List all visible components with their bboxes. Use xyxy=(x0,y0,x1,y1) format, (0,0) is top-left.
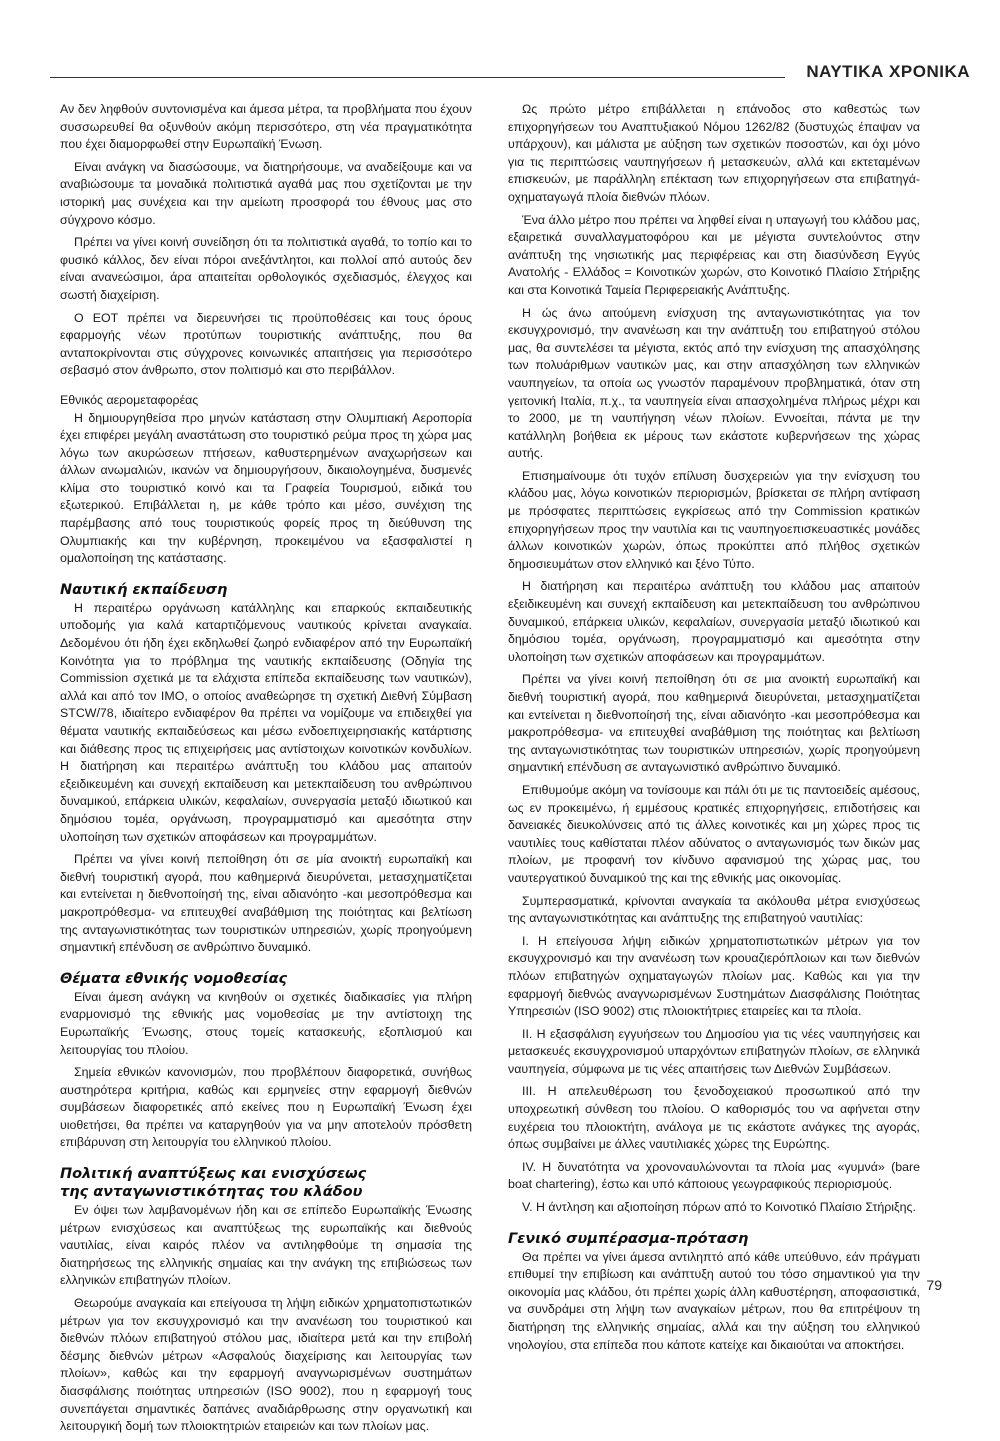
section-heading-general-conclusion: Γενικό συμπέρασμα-πρόταση xyxy=(508,1230,749,1247)
paragraph: Η διατήρηση και περαιτέρω ανάπτυξη του κλάδου μας απαιτούν εξειδικευμένη και συνεχή εκπαίδευση και μετεκπαίδευση του ανθρώπινου δυναμικού, επάρκεια υλικών, κεφαλαίων, συνεργασία μεταξύ ιδιωτικού και δημόσιου τομέα, οργάνωση, προγραμματισμό και αμεσότητα στην υλοποίηση των σχετικών αποφάσεων και προγραμμάτων. xyxy=(508,579,920,664)
paragraph: Πρέπει να γίνει κοινή συνείδηση ότι τα πολιτιστικά αγαθά, το τοπίο και το φυσικό κάλλος, δεν είναι πόροι ανεξάντλητοι, και πολλοί από αυτούς δεν είναι ανανεώσιμοι, άρα απαιτείται ορθολογικός σχεδιασμός, έλεγχος και σωστή διαχείριση. xyxy=(60,235,472,302)
page-number: 79 xyxy=(926,1277,942,1293)
paragraph: Πρέπει να γίνει κοινή πεποίθηση ότι σε μια ανοικτή ευρωπαϊκή και διεθνή τουριστική αγορά, που καθημερινά διευρύνεται, μετασχηματίζεται και εντείνεται η διεθνοποίησή της, είναι αδιανόητο -και μεσοπρόθεσμα και μακροπρόθεσμα- να επιτευχθεί αναβάθμιση της ποιότητας και βελτίωση της ανταγωνιστικότητας των τουριστικών υπηρεσιών, χωρίς προηγούμενη σημαντική επένδυση σε ανταγωνιστικό ανθρώπινο δυναμικό. xyxy=(508,672,920,775)
paragraph: Ο ΕΟΤ πρέπει να διερευνήσει τις προϋποθέσεις και τους όρους εφαρμογής νέων προτύπων τουριστικής ανάπτυξης, που θα ανταποκρίνονται στις σύγχρονες κοινωνικές απαιτήσεις για περισσότερο σεβασμό στον άνθρωπο, στον πολιτισμό και στο περιβάλλον. xyxy=(60,310,472,378)
paragraph: Είναι άμεση ανάγκη να κινηθούν οι σχετικές διαδικασίες για πλήρη εναρμονισμό της εθνικής μας νομοθεσίας με την αντίστοιχη της Ευρωπαϊκής Ένωσης, στους τομείς κατασκευής, εξοπλισμού και λειτουργίας του πλοίου. xyxy=(60,989,472,1057)
paragraph: Εν όψει των λαμβανομένων ήδη και σε επίπεδο Ευρωπαϊκής Ένωσης μέτρων ενισχύσεως και αναπτύξεως της ευρωπαϊκής και διεθνούς ναυτιλίας, είναι καιρός πλέον να αντιληφθούμε τη σημασία της διατηρήσεως της ελληνικής σημαίας και την ανάγκη της επιβιώσεως των ελληνικών επιβατηγών πλοίων. xyxy=(60,1203,472,1288)
section-heading-national-legislation: Θέματα εθνικής νομοθεσίας xyxy=(60,970,288,987)
section-heading-development-policy xyxy=(60,1165,472,1201)
magazine-title: ΝΑΥΤΙΚΑ ΧΡΟΝΙΚΑ xyxy=(806,62,970,81)
paragraph: Συμπερασματικά, κρίνονται αναγκαία τα ακόλουθα μέτρα ενισχύσεως της ανταγωνιστικότητας και ανάπτυξης της επιβατηγού ναυτιλίας: xyxy=(508,893,920,926)
paragraph: Θα πρέπει να γίνει άμεσα αντιληπτό από κάθε υπεύθυνο, εάν πράγματι επιθυμεί την επιβίωση και ανάπτυξη αυτού του τόσο σημαντικού για την οικονομία μας κλάδου, ότι πρέπει χωρίς άλλη καθυστέρηση, αποφασιστικά, να συνδράμει στη λήψη των αναγκαίων μέτρων, που θα επιτρέψουν τη διατήρηση της ελληνικής σημαίας, αλλά και την αύξηση του ελληνικού νηολογίου, στα επίπεδα που κάποτε κατείχε και δικαιούται να αποκτήσει. xyxy=(508,1249,920,1352)
measure-item-4: IV. Η δυνατότητα να χρονοναυλώνονται τα πλοία μας «γυμνά» (bare boat chartering), έστω και υπό κάποιους γεωγραφικούς περιορισμούς. xyxy=(508,1159,920,1192)
paragraph: Ένα άλλο μέτρο που πρέπει να ληφθεί είναι η υπαγωγή του κλάδου μας, εξαιρετικά συναλλαγματοφόρου και με μέγιστα συντελούντος στην ανάπτυξη της νησιωτικής μας περιφέρειας και στη διασύνδεση Εγγύς Ανατολής - Ελλάδος = Κοινοτικών χωρών, στο Κοινοτικό Πλαίσιο Στήριξης και στα Κοινοτικά Ταμεία Περιφερειακής Ανάπτυξης. xyxy=(508,212,920,297)
paragraph: Αν δεν ληφθούν συντονισμένα και άμεσα μέτρα, τα προβλήματα που έχουν συσσωρευθεί θα οξυνθούν ακόμη περισσότερο, στη νέα πραγματικότητα που έχει διαμορφωθεί στην Ευρωπαϊκή Ένωση. xyxy=(60,102,472,152)
paragraph: Πρέπει να γίνει κοινή πεποίθηση ότι σε μία ανοικτή ευρωπαϊκή και διεθνή τουριστική αγορά, που καθημερινά διευρύνεται, μετασχηματίζεται και εντείνεται η διεθνοποίησή της, είναι αδιανόητο -και μεσοπρόθεσμα και μακροπρόθεσμα- να επιτευχθεί αναβάθμιση της ποιότητας και βελτίωση της ανταγωνιστικότητας των τουριστικών υπηρεσιών, χωρίς προηγούμενη σημαντική επένδυση σε ανθρώπινο δυναμικό. xyxy=(60,852,472,955)
measure-item-1: Ι. Η επείγουσα λήψη ειδικών χρηματοπιστωτικών μέτρων για τον εκσυγχρονισμό και την ανανέωση των κρουαζιερόπλοιων και των διεθνών πλόων επιβατηγών οχηματαγωγών πλοίων μας. Καθώς και για την εφαρμογή διεθνώς αναγνωρισμένων Συστημάτων Διασφάλισης Ποιότητας Υπηρεσιών (ISO 9002) στις πλοιοκτήτριες εταιρείες και τα πλοία. xyxy=(508,933,920,1019)
left-column xyxy=(60,101,472,1441)
measure-item-3: ΙΙΙ. Η απελευθέρωση του ξενοδοχειακού προσωπικού από την υποχρεωτική σύνθεση του πλοίου. Ο καθορισμός του να αφήνεται στην ευχέρεια του πλοιοκτήτη, ανάλογα με τις εκάστοτε ανάγκες της αγοράς, όπως συμβαίνει με άλλες ναυτιλιακές χώρες της Ευρώπης. xyxy=(508,1084,920,1152)
paragraph: Επιθυμούμε ακόμη να τονίσουμε και πάλι ότι με τις παντοειδείς αμέσους, ως εν προκειμένω, ή εμμέσους κρατικές επιχορηγήσεις, επιδοτήσεις και δανειακές διευκολύνσεις από τις άλλες κοινοτικές και μη χώρες προς τις ναυτιλίες τους καθίσταται πλέον αδύνατος ο ανταγωνισμός των δικών μας πλοίων, με προφανή τον κίνδυνο αφανισμού της χώρας μας, του ναυτεργατικού δυναμικού της και της εθνικής μας οικονομίας. xyxy=(508,782,920,885)
measure-item-5: V. Η άντληση και αξιοποίηση πόρων από το Κοινοτικό Πλαίσιο Στήριξης. xyxy=(522,1200,916,1215)
section-heading-naval-education: Ναυτική εκπαίδευση xyxy=(60,581,228,598)
paragraph: Η ώς άνω αιτούμενη ενίσχυση της ανταγωνιστικότητας για τον εκσυγχρονισμό, την ανανέωση και την ανάπτυξη του επιβατηγού στόλου μας, θα συντελέσει τα μέγιστα, εκτός από την ενίσχυση της απασχόλησης των πολυάριθμων ναυτικών μας, και στην απασχόληση των ελληνικών ναυπηγείων, τα οποία ως γνωστόν παραμένουν προβληματικά, όταν στη γειτονική Ιταλία, π.χ., τα ναυπηγεία είναι απασχολημένα πλήρως μέχρι και το 2000, με τη ναυπήγηση νέων πλοίων. Εννοείται, πάντα με την κατάλληλη βοήθεια εκ μέρους των εκάστοτε κυβερνήσεων της χώρας αυτής. xyxy=(508,305,920,461)
right-column xyxy=(508,101,920,1359)
paragraph: Ως πρώτο μέτρο επιβάλλεται η επάνοδος στο καθεστώς των επιχορηγήσεων του Αναπτυξιακού Νόμου 1262/82 (δυστυχώς έπαψαν να υπάρχουν), και μάλιστα με αύξηση των σχετικών ποσοστών, και όχι μόνο για τις περιπτώσεις ναυπηγήσεων ή μετασκευών, αλλά και εκτεταμένων επισκευών, με παράλληλη επέκταση των επιχορηγήσεων στα επιβατηγά-οχηματαγωγά πλοία διεθνών πλόων. xyxy=(508,102,920,204)
heading-line-2: της ανταγωνιστικότητας του κλάδου xyxy=(60,1184,363,1201)
subheading-national-carrier: Εθνικός αερομεταφορέας xyxy=(60,392,199,407)
header-rule xyxy=(50,77,785,78)
measure-item-2: ΙΙ. Η εξασφάλιση εγγυήσεων του Δημοσίου για τις νέες ναυπηγήσεις και μετασκευές εκσυγχρονισμού υπαρχόντων επιβατηγών πλοίων, σε ελληνικά ναυπηγεία, σύμφωνα με τις νέες απαιτήσεις των Διεθνών Συμβάσεων. xyxy=(508,1026,920,1076)
paragraph: Η περαιτέρω οργάνωση κατάλληλης και επαρκούς εκπαιδευτικής υποδομής για καλά καταρτιζόμενους ναυτικούς κρίνεται αναγκαία. Δεδομένου ότι ήδη έχει εκδηλωθεί ζωηρό ενδιαφέρον από την Ευρωπαϊκή Κοινότητα για το πρόβλημα της ναυτικής εκπαίδευσης (Οδηγία της Commission σχετικά με τα ελάχιστα επίπεδα εκπαίδευσης των ναυτικών), αλλά και από τον ΙΜΟ, ο οποίος αναθεώρησε τη σχετική Διεθνή Σύμβαση STCW/78, ιδιαίτερο ενδιαφέρον θα πρέπει να νομίζουμε να επιδειχθεί για θέματα ναυτικής εκπαιδεύσεως και μέσω ενδοεπιχειρησιακής κατάρτισης και διάθεσης προς τις επιχειρήσεις μας αντίστοιχων κοινοτικών κονδυλίων. Η διατήρηση και περαιτέρω ανάπτυξη του κλάδου μας απαιτούν εξειδικευμένη και συνεχή εκπαίδευση και μετεκπαίδευση του ανθρώπινου δυναμικού, επάρκεια υλικών, κεφαλαίων, συνεργασία μεταξύ ιδιωτικού και δημόσιου τομέα, οργάνωση, προγραμματισμό και αμεσότητα στην υλοποίηση των σχετικών αποφάσεων και προγραμμάτων. xyxy=(60,600,472,844)
paragraph: Η δημιουργηθείσα προ μηνών κατάσταση στην Ολυμπιακή Αεροπορία έχει επιφέρει μεγάλη αναστάτωση στο τουριστικό ρεύμα προς τη χώρα μας λόγω των ακυρώσεων πτήσεων, καθυστερημένων αναχωρήσεων και άλλων ανωμαλιών, ικανών να δημιουργήσουν, δικαιολογημένα, δυσμενές κλίμα στο τουριστικό κοινό και τα Γραφεία Τουρισμού, ειδικά του εξωτερικού. Επιβάλλεται η, με κάθε τρόπο και μέσο, συνέχιση της παρέμβασης από τους τουριστικούς φορείς προς τη διεύθυνση της Ολυμπιακής και την κυβέρνηση, προκειμένου να εξασφαλιστεί η ομαλοποίηση της κατάστασης. xyxy=(60,410,472,566)
paragraph: Σημεία εθνικών κανονισμών, που προβλέπουν διαφορετικά, συνήθως αυστηρότερα κριτήρια, καθώς και ερμηνείες στην εφαρμογή διεθνών συμβάσεων διαφορετικές από εκείνες που η Ευρωπαϊκή Ένωση έχει υιοθετήσει, θα πρέπει να καταργηθούν για να μην αποτελούν πρόσθετη επιβάρυνση στη λειτουργία του ελληνικού πλοίου. xyxy=(60,1065,472,1150)
paragraph: Θεωρούμε αναγκαία και επείγουσα τη λήψη ειδικών χρηματοπιστωτικών μέτρων για τον εκσυγχρονισμό και την ανανέωση του τουριστικού και διεθνών πλόων επιβατηγού στόλου μας, ιδιαίτερα μετά και την επιβολή δέσμης διεθνών μέτρων «Ασφαλούς διαχείρισης και λειτουργίας των πλοίων», καθώς και την εφαρμογή αναγνωρισμένων συστημάτων διασφάλισης ποιότητας υπηρεσιών (ISO 9002), που η εφαρμογή τους συνεπάγεται σημαντικές δαπάνες αναδιάρθρωσης στην οργανωτική και λειτουργική δομή των πλοιοκτητριών εταιρειών και των πλοίων μας. xyxy=(60,1296,472,1434)
paragraph: Είναι ανάγκη να διασώσουμε, να διατηρήσουμε, να αναδείξουμε και να αναβιώσουμε τα μοναδικά πολιτιστικά αγαθά μας που σχετίζονται με την ιστορική μας συνέχεια και την αμείωτη προσφορά του έθνους μας στο σύγχρονο κόσμο. xyxy=(60,159,472,227)
paragraph: Επισημαίνουμε ότι τυχόν επίλυση δυσχερειών για την ενίσχυση του κλάδου μας, λόγω κοινοτικών περιορισμών, βρίσκεται σε πλήρη αντίφαση με πρόσφατες περιπτώσεις εγκρίσεως από την Commission κρατικών επιχορηγήσεων προς την ναυτιλία και τις ναυπηγοεπισκευαστικές μονάδες άλλων κοινοτικών χωρών, όπως προκύπτει από πλήθος σχετικών δημοσιευμάτων στον ελληνικό και ξένο Τύπο. xyxy=(508,468,920,571)
heading-line-1: Πολιτική αναπτύξεως και ενισχύσεως xyxy=(60,1166,367,1183)
